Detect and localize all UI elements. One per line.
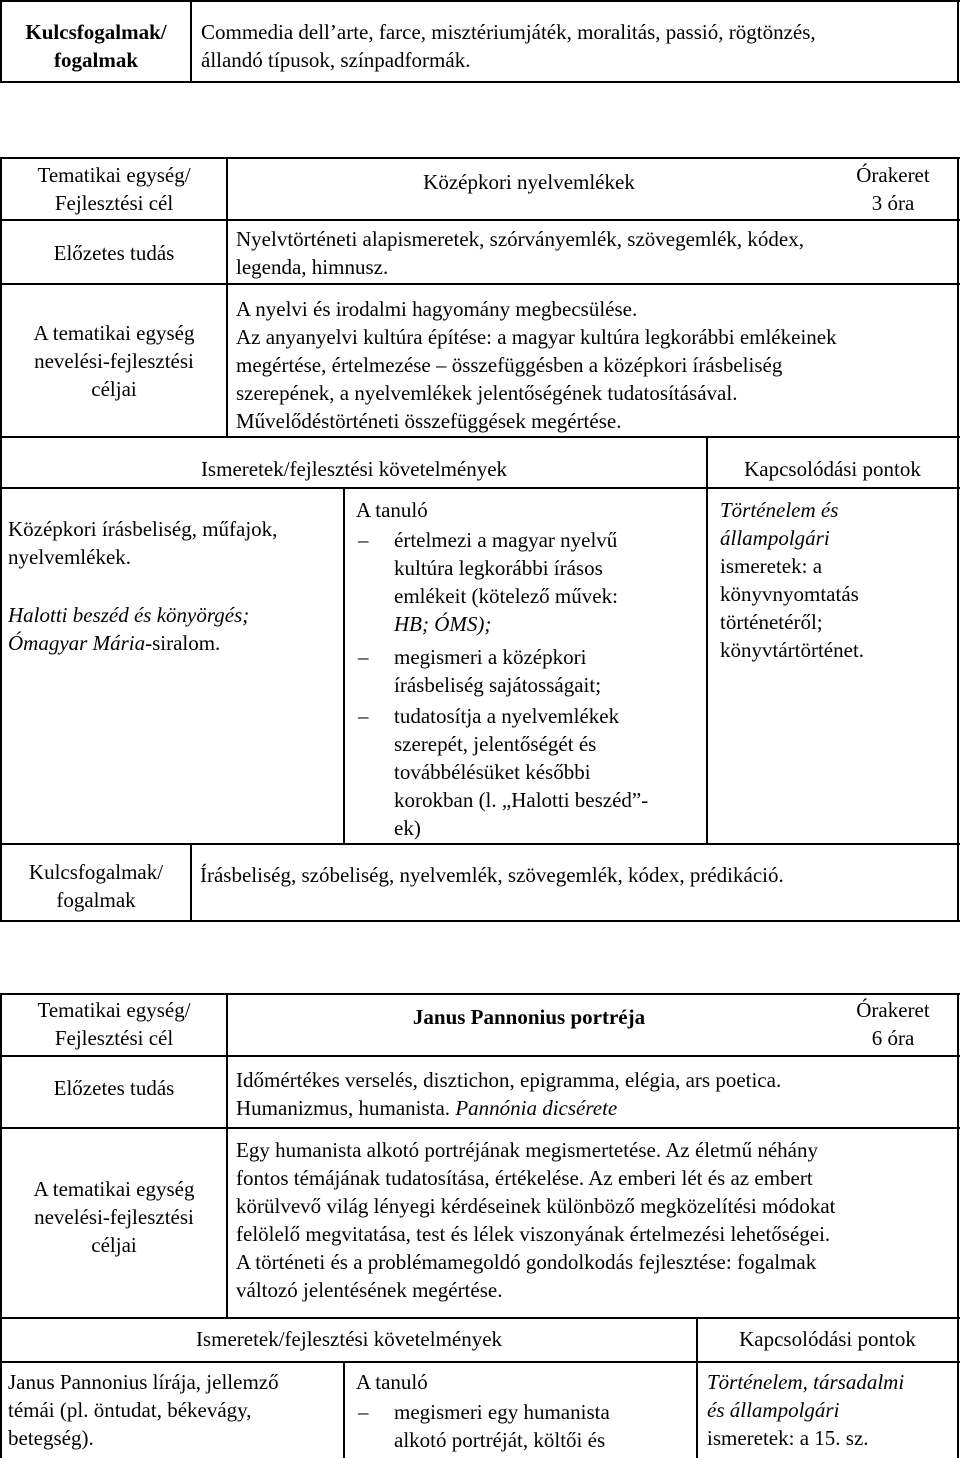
orakeret: Órakeret 3 óra: [856, 163, 930, 215]
orakeret: Órakeret 6 óra: [856, 998, 930, 1050]
label-elozetes-tudas: Előzetes tudás: [53, 1076, 175, 1100]
border: [957, 993, 959, 1458]
elozetes-tudas-text: Nyelvtörténeti alapismeretek, szórványemlék, szövegemlék, kódex, legenda, himnusz.: [236, 227, 804, 279]
ismeretek-left: Középkori írásbeliség, műfajok, nyelvemlékek. Halotti beszéd és könyörgés; Ómagyar Mária-siralom.: [8, 517, 278, 655]
dash-icon: –: [358, 704, 369, 728]
dash-icon: –: [358, 1400, 369, 1424]
border: [0, 157, 960, 159]
border: [226, 993, 228, 1319]
celjai-text: A nyelvi és irodalmi hagyomány megbecsülése. Az anyanyelvi kultúra építése: a magyar kultúra legkorábbi emlékeinek megértése, értelmezése – összefüggésben a középkori írásbeliség szerepének, a nyelvemlékek jelentőségének tudatosításával. Művelődéstörténeti összefüggések megértése.: [236, 297, 837, 433]
border: [0, 436, 960, 438]
border: [343, 1361, 345, 1458]
border: [343, 487, 345, 843]
border: [0, 283, 960, 285]
border: [190, 0, 192, 83]
kulcsfogalmak-text: Commedia dell’arte, farce, misztériumjáték, moralitás, passió, rögtönzés, állandó típusok, színpadformák.: [201, 20, 816, 72]
border: [0, 1127, 960, 1129]
label-tematikai-egyseg: Tematikai egység/ Fejlesztési cél: [37, 998, 191, 1050]
border: [190, 843, 192, 922]
list-item: megismeri egy humanista alkotó portréját, költői és: [394, 1400, 610, 1452]
label-kulcsfogalmak: Kulcsfogalmak/ fogalmak: [25, 20, 167, 72]
dash-icon: –: [358, 645, 369, 669]
border: [0, 0, 960, 2]
elozetes-tudas-text: Időmértékes verselés, disztichon, epigramma, elégia, ars poetica. Humanizmus, humanista. Pannónia dicsérete: [236, 1068, 782, 1120]
header-kapcsolodasi: Kapcsolódási pontok: [744, 457, 921, 481]
tanulo-intro: A tanuló: [356, 498, 428, 522]
border: [0, 1361, 960, 1363]
dash-icon: –: [358, 528, 369, 552]
title: Janus Pannonius portréja: [412, 1005, 646, 1029]
title: Középkori nyelvemlékek: [423, 170, 635, 194]
kulcsfogalmak-text: Írásbeliség, szóbeliség, nyelvemlék, szövegemlék, kódex, prédikáció.: [200, 863, 784, 887]
celjai-text: Egy humanista alkotó portréjának megismertetése. Az életmű néhány fontos témájának tudatosítása, értékelése. Az emberi lét és az embert körülvevő világ lényegi kérdéseinek különböző megközelítési módokat felölelő megvitatása, test és lélek viszonyának értelmezési lehetőségei. A történeti és a problémamegoldó gondolkodás fejlesztése: fogalmak változó jelentésének megértése.: [236, 1138, 836, 1302]
border: [0, 1055, 960, 1057]
header-ismeretek: Ismeretek/fejlesztési követelmények: [200, 457, 508, 481]
ismeretek-left: Janus Pannonius lírája, jellemző témái (pl. öntudat, békevágy, betegség).: [8, 1370, 279, 1450]
tanulo-intro: A tanuló: [356, 1370, 428, 1394]
header-kapcsolodasi: Kapcsolódási pontok: [739, 1327, 916, 1351]
list-item: megismeri a középkori írásbeliség sajátosságait;: [394, 645, 602, 697]
label-elozetes-tudas: Előzetes tudás: [53, 241, 175, 265]
border: [0, 81, 960, 83]
list-item: értelmezi a magyar nyelvű kultúra legkorábbi írásos emlékeit (kötelező művek: HB; ÓMS);: [394, 528, 618, 636]
label-kulcsfogalmak: Kulcsfogalmak/ fogalmak: [28, 860, 164, 912]
header-ismeretek: Ismeretek/fejlesztési követelmények: [195, 1327, 503, 1351]
border: [0, 920, 960, 922]
border: [226, 157, 228, 438]
border: [0, 157, 2, 922]
kapcsolodasi-text: Történelem, társadalmi és állampolgári ismeretek: a 15. sz.: [707, 1370, 905, 1450]
label-tematikai-egyseg: Tematikai egység/ Fejlesztési cél: [37, 163, 191, 215]
border: [0, 1317, 960, 1319]
border: [0, 843, 960, 845]
label-celjai: A tematikai egység nevelési-fejlesztési céljai: [33, 1177, 195, 1257]
border: [0, 487, 960, 489]
border: [0, 993, 960, 995]
kapcsolodasi-text: Történelem és állampolgári ismeretek: a könyvnyomtatás történetéről; könyvtártörténet.: [720, 498, 865, 662]
label-celjai: A tematikai egység nevelési-fejlesztési céljai: [33, 321, 195, 401]
list-item: tudatosítja a nyelvemlékek szerepét, jelentőségét és továbbélésüket későbbi korokban (l. „Halotti beszéd”- ek): [394, 704, 649, 840]
border: [0, 219, 960, 221]
border: [957, 157, 959, 922]
border: [706, 436, 708, 843]
border: [957, 0, 959, 83]
